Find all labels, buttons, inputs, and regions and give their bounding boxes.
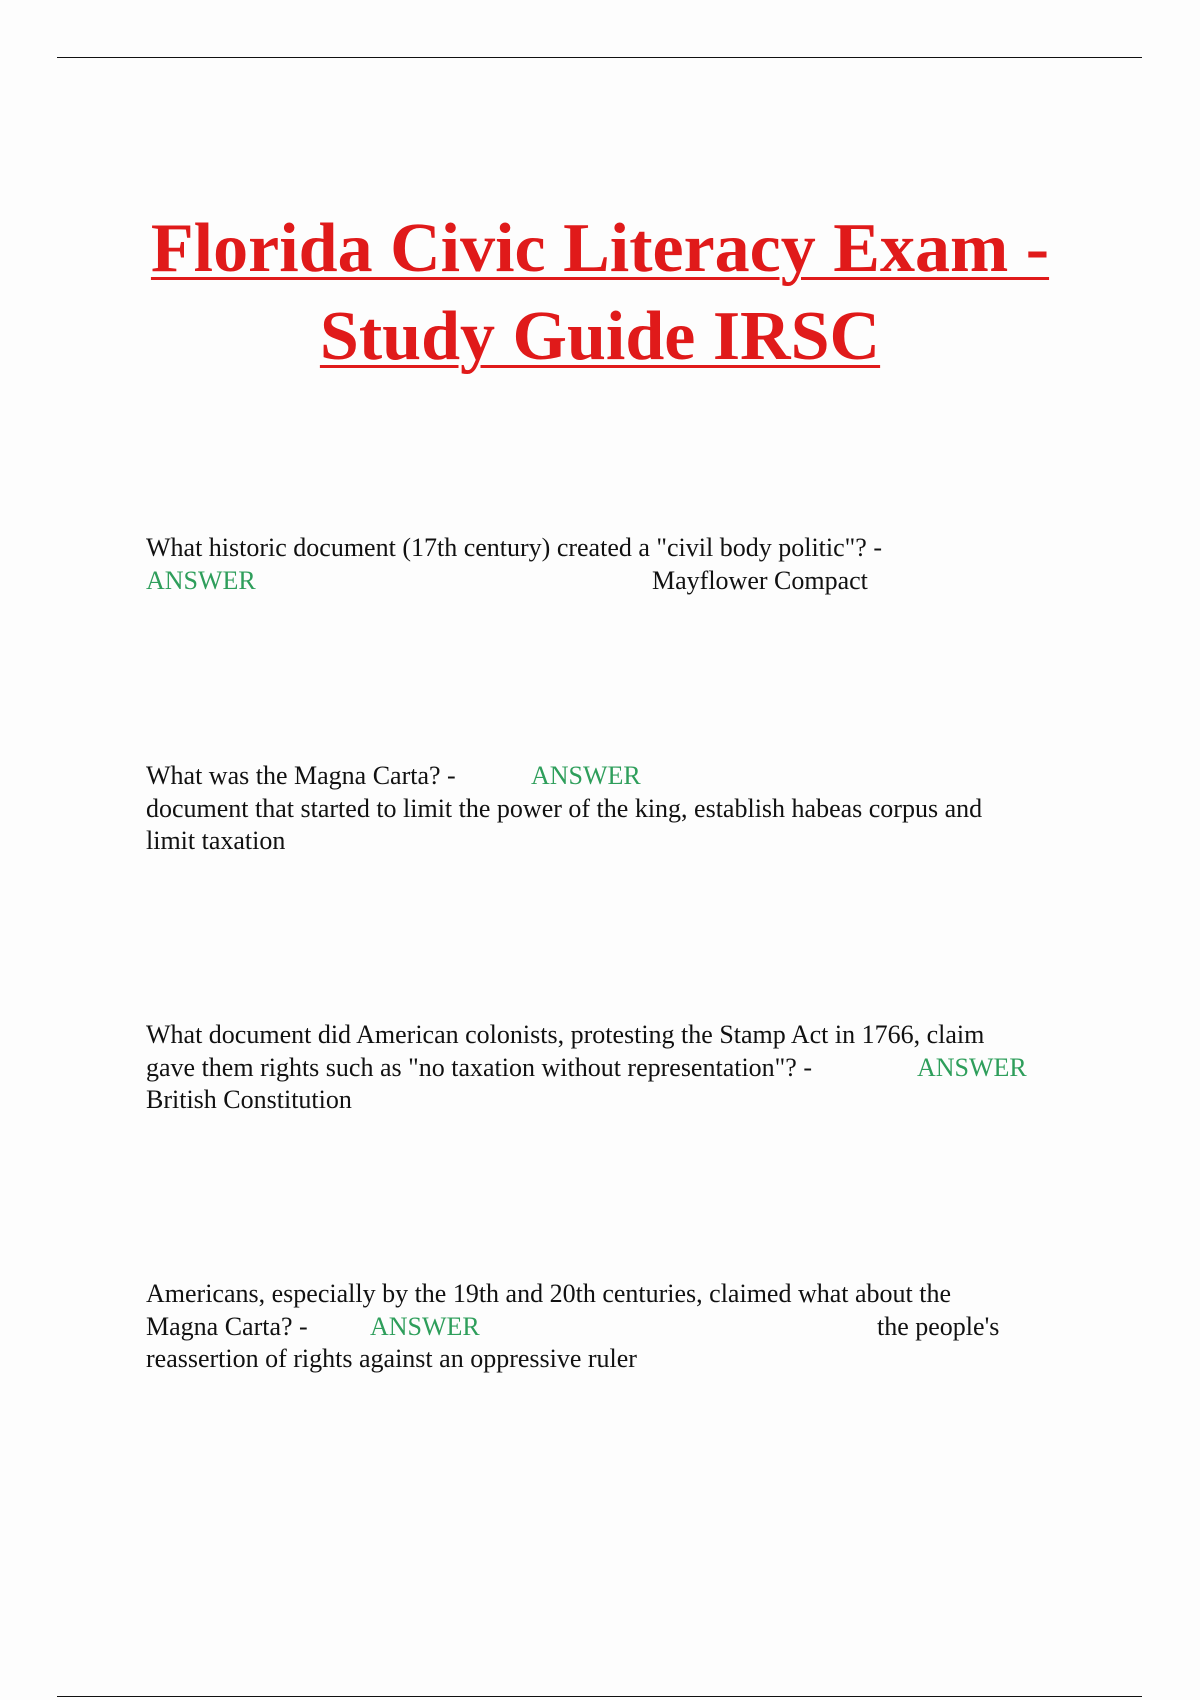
- question-text: What historic document (17th century) created a "civil body politic"? -: [146, 533, 882, 562]
- qa-item-3: [146, 1019, 1076, 1117]
- answer-text-line-2: limit taxation: [146, 826, 286, 855]
- document-title: [0, 205, 1200, 381]
- answer-text-line-2: reassertion of rights against an oppressive ruler: [146, 1344, 637, 1373]
- bottom-rule: [57, 1696, 1142, 1697]
- qa-item-2: [146, 760, 1076, 858]
- top-rule: [57, 57, 1142, 58]
- answer-marker: ANSWER: [917, 1052, 1027, 1082]
- qa-item-4: [146, 1278, 1076, 1376]
- qa-item-1: [146, 532, 1076, 597]
- answer-text-line-1: the people's: [877, 1311, 1000, 1341]
- question-text-line-1: Americans, especially by the 19th and 20th centuries, claimed what about the: [146, 1279, 952, 1308]
- answer-text: Mayflower Compact: [652, 565, 868, 595]
- answer-marker: ANSWER: [146, 565, 256, 595]
- answer-text-line-1: document that started to limit the power of the king, establish habeas corpus and: [146, 793, 983, 823]
- question-text-line-2: Magna Carta? -: [146, 1311, 308, 1341]
- answer-marker: ANSWER: [370, 1311, 480, 1341]
- title-line-1: Florida Civic Literacy Exam -: [150, 210, 1050, 287]
- answer-text: British Constitution: [146, 1085, 352, 1114]
- answer-marker: ANSWER: [531, 761, 641, 790]
- question-text-line-1: What document did American colonists, protesting the Stamp Act in 1766, claim: [146, 1020, 985, 1049]
- question-text-line-2: gave them rights such as "no taxation without representation"? -: [146, 1052, 812, 1082]
- title-line-2: Study Guide IRSC: [319, 298, 881, 375]
- question-text: What was the Magna Carta? -: [146, 761, 456, 790]
